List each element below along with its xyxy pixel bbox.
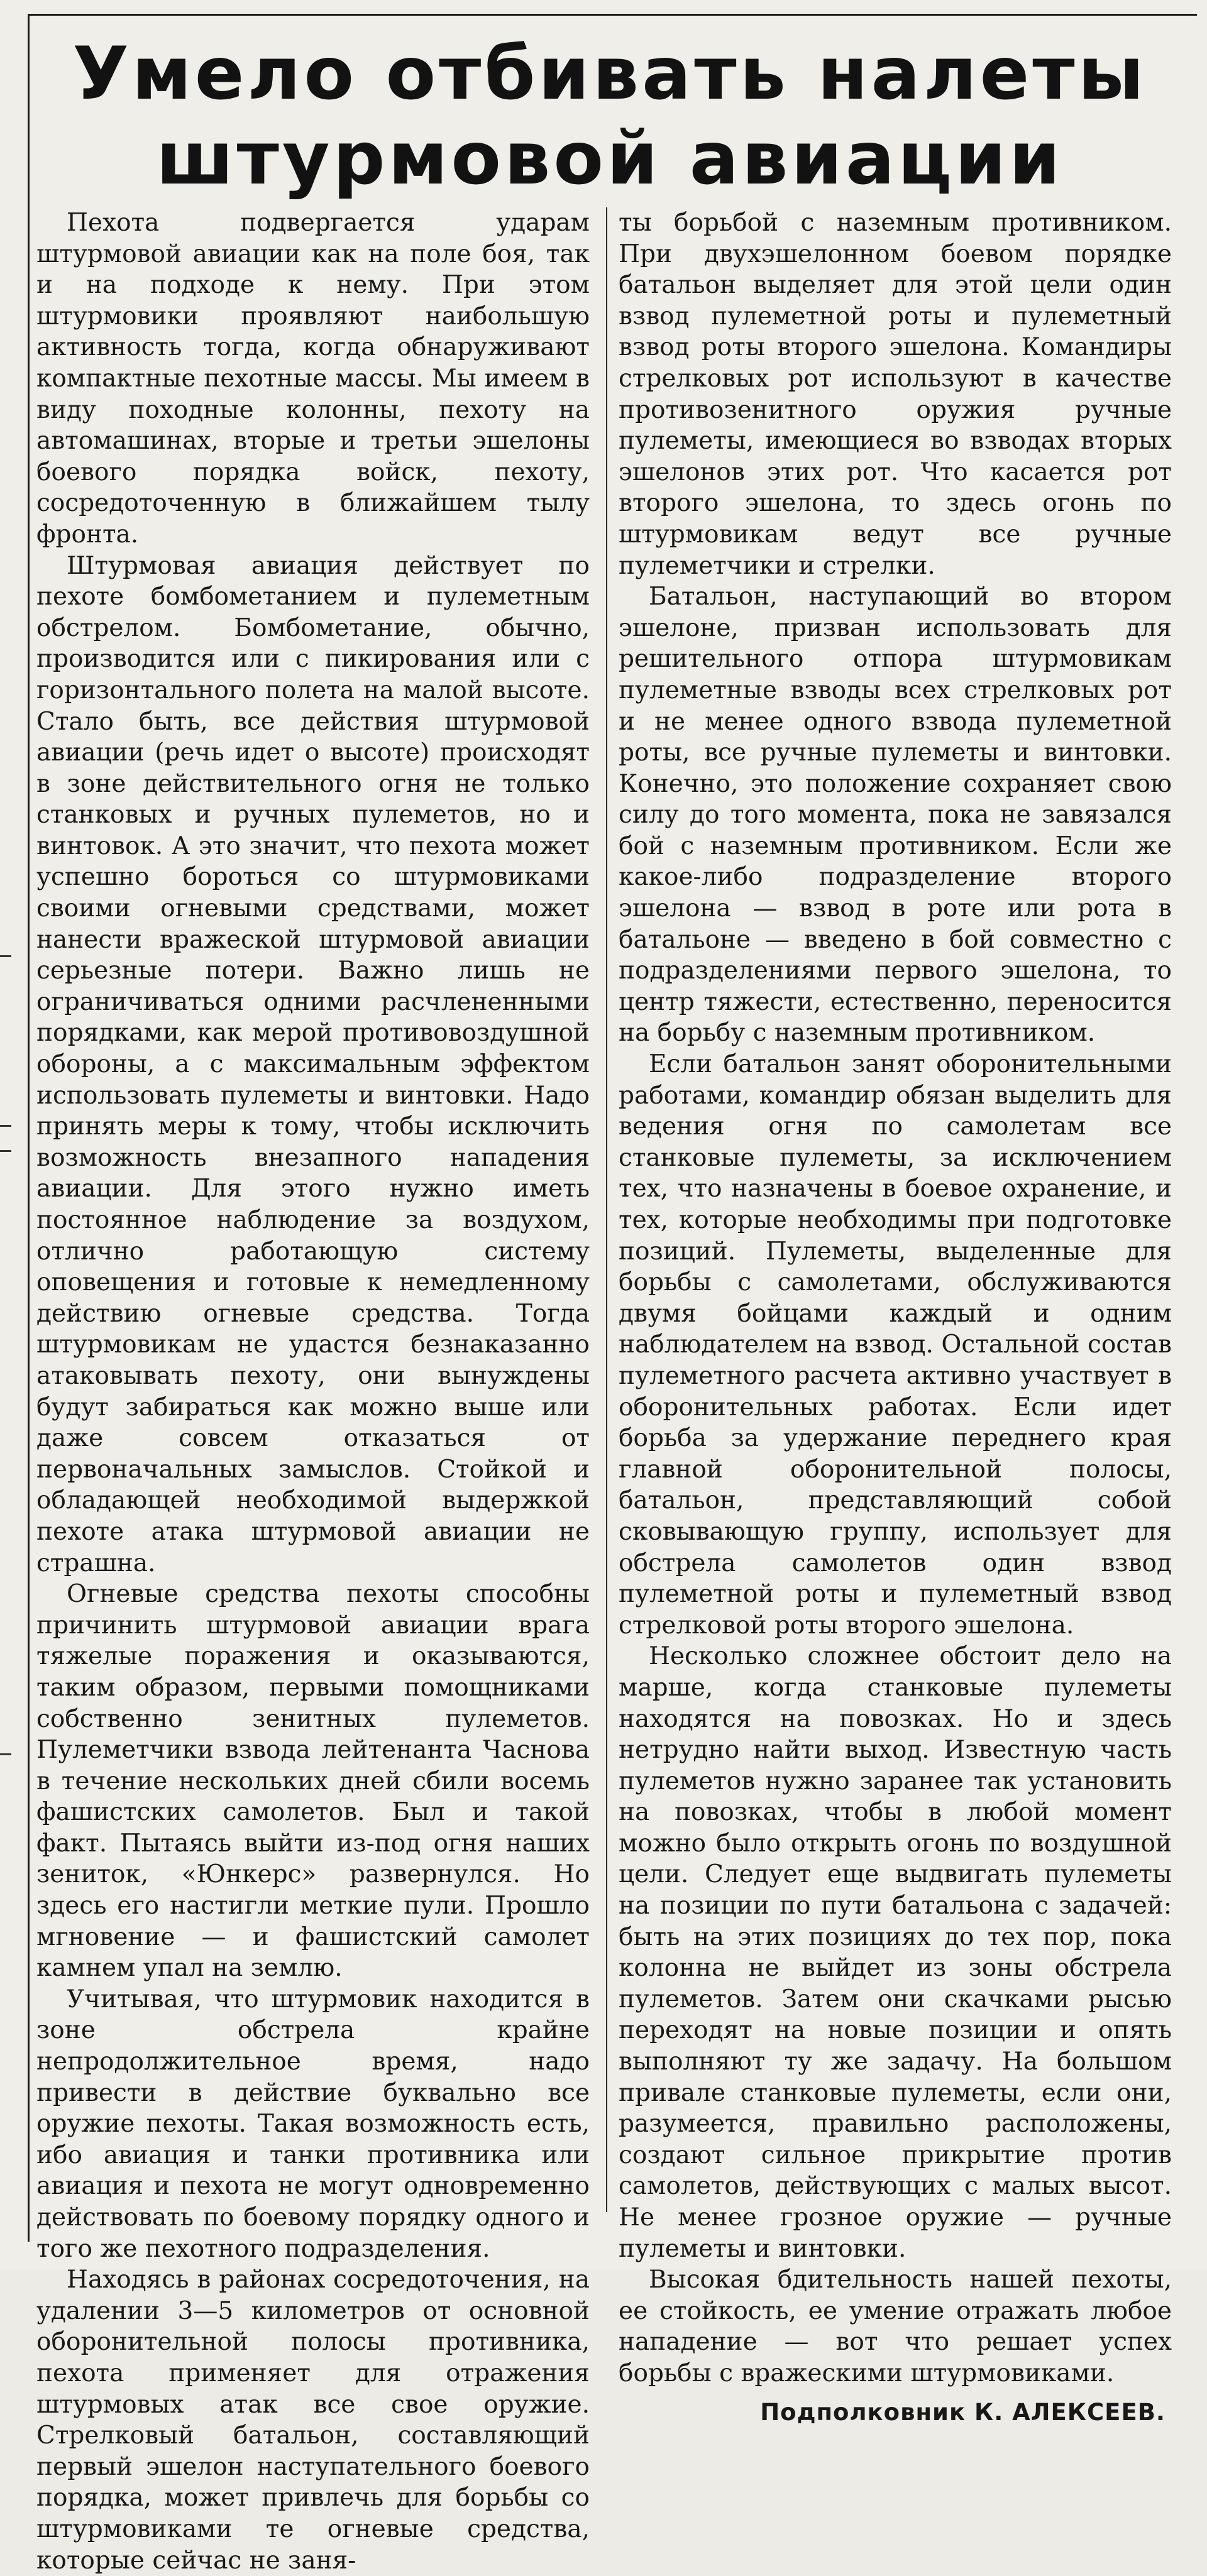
paragraph: Огневые средства пехоты способны причинить штурмовой авиации врага тяжелые поражения и оказываются, таким образом, первыми помощниками собственно зенитных пулеметов. Пулеметчики взвода лейтенанта Часнова в течение нескольких дней сбили восемь фашистских самолетов. Был и такой факт. Пытаясь выйти из-под огня наших зениток, «Юнкерс» развернулся. Но здесь его настигли меткие пули. Прошло мгновение — и фашистский самолет камнем упал на землю. xyxy=(36,1580,590,1983)
paragraph: Пехота подвергается ударам штурмовой авиации как на поле боя, так и на подходе к нему. При этом штурмовики проявляют наибольшую активность тогда, когда обнаруживают компактные пехотные массы. Мы имеем в виду походные колонны, пехоту на автомашинах, вторые и третьи эшелоны боевого порядка войск, пехоту, сосредоточенную в ближайшем тылу фронта. xyxy=(36,209,590,549)
paragraph: Высокая бдительность нашей пехоты, ее стойкость, ее умение отражать любое нападение — вот что решает успех борьбы с вражескими штурмовиками. xyxy=(619,2266,1172,2387)
margin-mark xyxy=(0,955,11,957)
paragraph: Батальон, наступающий во втором эшелоне, призван использовать для решительного отпора штурмовикам пулеметные взводы всех стрелковых рот и не менее одного взвода пулеметной роты, все ручные пулеметы и винтовки. Конечно, это положение сохраняет свою силу до того момента, пока не завязался бой с наземным противником. Если же какое-либо подразделение второго эшелона — взвод в роте или рота в батальоне — введено в бой совместно с подразделениями первого эшелона, то центр тяжести, естественно, переносится на борьбу с наземным противником. xyxy=(619,583,1172,1048)
article-headline: Умело отбивать налеты штурмовой авиации xyxy=(72,31,1147,201)
margin-mark xyxy=(0,1125,11,1127)
left-column xyxy=(36,207,590,2576)
column-divider xyxy=(606,207,607,2212)
paragraph: Если батальон занят оборонительными работами, командир обязан выделить для ведения огня по самолетам все станковые пулеметы, за исключением тех, что назначены в боевое охранение, и тех, которые необходимы при подготовке позиций. Пулеметы, выделенные для борьбы с самолетами, обслуживаются двумя бойцами каждый и одним наблюдателем на взвод. Остальной состав пулеметного расчета активно участвует в оборонительных работах. Если идет борьба за удержание переднего края главной оборонительной полосы, батальон, представляющий собой сковывающую группу, использует для обстрела самолетов один взвод пулеметной роты и пулеметный взвод стрелковой роты второго эшелона. xyxy=(619,1050,1172,1640)
right-column xyxy=(619,207,1172,2427)
margin-mark xyxy=(0,1753,11,1755)
paragraph: Штурмовая авиация действует по пехоте бомбометанием и пулеметным обстрелом. Бомбометание, обычно, производится или с пикирования или с горизонтального полета на малой высоте. Стало быть, все действия штурмовой авиации (речь идет о высоте) происходят в зоне действительного огня не только станковых и ручных пулеметов, но и винтовок. А это значит, что пехота может успешно бороться со штурмовиками своими огневыми средствами, может нанести вражеской штурмовой авиации серьезные потери. Важно лишь не ограничиваться одними расчлененными порядками, как мерой противовоздушной обороны, а с максимальным эффектом использовать пулеметы и винтовки. Надо принять меры к тому, чтобы исключить возможность внезапного нападения авиации. Для этого нужно иметь постоянное наблюдение за воздухом, отлично работающую систему оповещения и готовые к немедленному действию огневые средства. Тогда штурмовикам не удастся безнаказанно атаковывать пехоту, они вынуждены будут забираться как можно выше или даже совсем отказаться от первоначальных замыслов. Стойкой и обладающей необходимой выдержкой пехоте атака штурмовой авиации не страшна. xyxy=(36,551,590,1577)
top-border-rule xyxy=(28,14,1197,16)
left-border-rule xyxy=(28,14,30,2242)
paragraph: Учитывая, что штурмовик находится в зоне обстрела крайне непродолжительное время, надо привести в действие буквально все оружие пехоты. Такая возможность есть, ибо авиация и танки противника или авиация и пехота не могут одновременно действовать по боевому порядку одного и того же пехотного подразделения. xyxy=(36,1985,590,2263)
margin-mark xyxy=(0,1150,11,1152)
paragraph: Несколько сложнее обстоит дело на марше, когда станковые пулеметы находятся на повозках. Но и здесь нетрудно найти выход. Известную часть пулеметов нужно заранее так установить на повозках, чтобы в любой момент можно было открыть огонь по воздушной цели. Следует еще выдвигать пулеметы на позиции по пути батальона с задачей: быть на этих позициях до тех пор, пока колонна не выйдет из зоны обстрела пулеметов. Затем они скачками рысью переходят на новые позиции и опять выполняют ту же задачу. На большом привале станковые пулеметы, если они, разумеется, правильно расположены, создают сильное прикрытие против самолетов, действующих с малых высот. Не менее грозное оружие — ручные пулеметы и винтовки. xyxy=(619,1642,1172,2263)
paragraph: Находясь в районах сосредоточения, на удалении 3—5 километров от основной оборонительной полосы противника, пехота применяет для отражения штурмовых атак все свое оружие. Стрелковый батальон, составляющий первый эшелон наступательного боевого порядка, может привлечь для борьбы со штурмовиками те огневые средства, которые сейчас не заня- xyxy=(36,2266,590,2575)
author-signature: Подполковник К. АЛЕКСЕЕВ. xyxy=(760,2398,1166,2426)
paragraph-continued: ты борьбой с наземным противником. При двухэшелонном боевом порядке батальон выделяет для этой цели один взвод пулеметной роты и пулеметный взвод роты второго эшелона. Командиры стрелковых рот используют в качестве противозенитного оружия ручные пулеметы, имеющиеся во взводах вторых эшелонов этих рот. Что касается рот второго эшелона, то здесь огонь по штурмовикам ведут все ручные пулеметчики и стрелки. xyxy=(619,209,1172,580)
